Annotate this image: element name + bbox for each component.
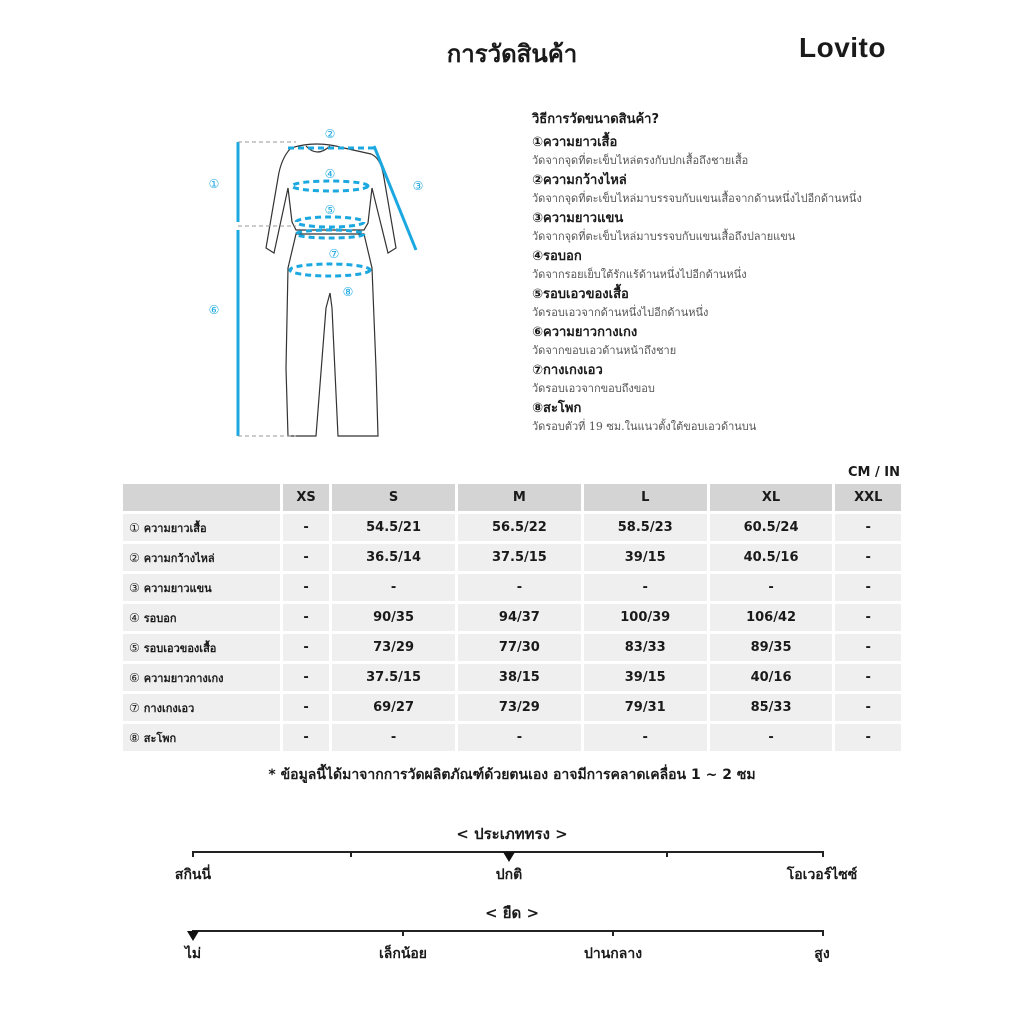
table-cell: 69/27: [332, 694, 455, 721]
table-cell: 77/30: [458, 634, 581, 661]
label-2: ②: [324, 127, 336, 141]
row-label: [123, 514, 280, 541]
row-label-text: รอบอก: [143, 611, 177, 625]
guide-item-desc: วัดรอบเอวจากด้านหนึ่งไปอีกด้านหนึ่ง: [532, 306, 709, 319]
table-cell: 40.5/16: [710, 544, 833, 571]
fit-tick: [666, 851, 668, 857]
table-row: [123, 664, 901, 691]
fit-tick: [350, 851, 352, 857]
size-header: XL: [710, 484, 833, 511]
label-1: ①: [208, 177, 220, 191]
table-row: [123, 574, 901, 601]
table-cell: 85/33: [710, 694, 833, 721]
guide-item-name: ③ความยาวแขน: [532, 211, 624, 226]
table-cell: -: [584, 574, 707, 601]
guide-item-name: ⑥ความยาวกางเกง: [532, 325, 638, 340]
table-cell: 56.5/22: [458, 514, 581, 541]
table-cell: 89/35: [710, 634, 833, 661]
table-cell: 73/29: [332, 634, 455, 661]
table-cell: -: [835, 604, 901, 631]
table-row: [123, 634, 901, 661]
table-header-row: [123, 484, 901, 511]
table-cell: -: [835, 634, 901, 661]
size-header: XXL: [835, 484, 901, 511]
fit-label-regular: ปกติ: [495, 867, 523, 883]
table-cell: -: [283, 664, 329, 691]
stretch-label-none: ไม่: [184, 946, 202, 962]
table-cell: 36.5/14: [332, 544, 455, 571]
table-cell: -: [283, 634, 329, 661]
table-cell: -: [332, 574, 455, 601]
stretch-tick: [822, 930, 824, 936]
table-cell: -: [835, 724, 901, 751]
table-cell: 37.5/15: [458, 544, 581, 571]
row-number: ③: [129, 580, 140, 595]
row-label: [123, 544, 280, 571]
row-label-text: ความยาวเสื้อ: [143, 521, 207, 535]
row-number: ①: [129, 520, 140, 535]
table-cell: 73/29: [458, 694, 581, 721]
footnote: * ข้อมูลนี้ได้มาจากการวัดผลิตภัณฑ์ด้วยตนเอง อาจมีการคลาดเคลื่อน 1 ~ 2 ซม: [268, 767, 756, 783]
fit-label-skinny: สกินนี่: [174, 867, 212, 883]
row-number: ⑤: [129, 640, 140, 655]
row-label: [123, 634, 280, 661]
table-cell: 39/15: [584, 664, 707, 691]
guide-item-desc: วัดจากขอบเอวด้านหน้าถึงชาย: [532, 344, 677, 357]
guide-item: [532, 361, 992, 397]
size-header: M: [458, 484, 581, 511]
guide-item-name: ⑦กางเกงเอว: [532, 363, 603, 378]
label-8: ⑧: [342, 285, 354, 299]
row-number: ②: [129, 550, 140, 565]
stretch-tick: [402, 930, 404, 936]
fit-label-oversize: โอเวอร์ไซซ์: [786, 867, 858, 883]
row-label: [123, 664, 280, 691]
header-blank: [123, 484, 280, 511]
guide-item-desc: วัดจากจุดที่ตะเข็บไหล่มาบรรจบกับแขนเสื้อจากด้านหนึ่งไปอีกด้านหนึ่ง: [532, 192, 862, 205]
table-cell: 79/31: [584, 694, 707, 721]
guide-item: [532, 247, 992, 283]
table-cell: 54.5/21: [332, 514, 455, 541]
table-cell: -: [283, 604, 329, 631]
table-cell: -: [710, 724, 833, 751]
table-cell: -: [283, 724, 329, 751]
table-cell: -: [835, 574, 901, 601]
table-row: [123, 514, 901, 541]
stretch-tick: [612, 930, 614, 936]
brand-logo: Lovito: [799, 32, 886, 63]
table-cell: 83/33: [584, 634, 707, 661]
guide-item-desc: วัดจากจุดที่ตะเข็บไหล่ตรงกับปกเสื้อถึงชายเสื้อ: [532, 154, 749, 167]
table-cell: 39/15: [584, 544, 707, 571]
row-label: [123, 574, 280, 601]
table-cell: 38/15: [458, 664, 581, 691]
table-cell: 106/42: [710, 604, 833, 631]
label-6: ⑥: [208, 303, 220, 317]
table-cell: 90/35: [332, 604, 455, 631]
table-cell: 58.5/23: [584, 514, 707, 541]
row-number: ④: [129, 610, 140, 625]
guide-item-name: ⑧สะโพก: [532, 401, 582, 416]
stretch-marker-icon: [187, 931, 199, 941]
row-label-text: กางเกงเอว: [143, 701, 195, 715]
fit-marker-icon: [503, 852, 515, 862]
table-cell: -: [835, 664, 901, 691]
size-table: [120, 481, 904, 754]
guide-item: [532, 209, 992, 245]
row-number: ⑦: [129, 700, 140, 715]
stretch-label-high: สูง: [814, 946, 830, 962]
guide-item-name: ④รอบอก: [532, 249, 582, 264]
guide-item: [532, 285, 992, 321]
guide-item-name: ②ความกว้างไหล่: [532, 173, 627, 188]
row-label: [123, 694, 280, 721]
table-row: [123, 694, 901, 721]
unit-label: CM / IN: [848, 465, 900, 480]
label-7: ⑦: [328, 247, 340, 261]
table-cell: 100/39: [584, 604, 707, 631]
table-row: [123, 604, 901, 631]
row-label-text: ความยาวแขน: [143, 581, 212, 595]
guide-item-desc: วัดรอบเอวจากขอบถึงขอบ: [532, 382, 655, 395]
table-cell: -: [584, 724, 707, 751]
table-cell: 60.5/24: [710, 514, 833, 541]
size-header: S: [332, 484, 455, 511]
row-label: [123, 724, 280, 751]
table-cell: 37.5/15: [332, 664, 455, 691]
stretch-scale-line: [192, 930, 824, 932]
table-cell: -: [332, 724, 455, 751]
guide-item: [532, 171, 992, 207]
label-5: ⑤: [324, 203, 336, 217]
stretch-scale-title: < ยืด >: [484, 904, 540, 922]
guide-item: [532, 399, 992, 435]
table-cell: -: [283, 694, 329, 721]
page-title: การวัดสินค้า: [446, 40, 578, 68]
table-cell: -: [283, 544, 329, 571]
label-3: ③: [412, 179, 424, 193]
stretch-label-slight: เล็กน้อย: [378, 946, 428, 962]
row-number: ⑧: [129, 730, 140, 745]
table-cell: -: [458, 574, 581, 601]
row-label-text: ความยาวกางเกง: [143, 671, 224, 685]
label-4: ④: [324, 167, 336, 181]
guide-title: วิธีการวัดขนาดสินค้า?: [532, 112, 660, 127]
stretch-label-medium: ปานกลาง: [583, 946, 643, 962]
table-cell: -: [835, 694, 901, 721]
guide-item-name: ⑤รอบเอวของเสื้อ: [532, 287, 629, 302]
fit-tick: [822, 851, 824, 857]
table-row: [123, 544, 901, 571]
size-header: L: [584, 484, 707, 511]
guide-item-desc: วัดจากรอยเย็บใต้รักแร้ด้านหนึ่งไปอีกด้านหนึ่ง: [532, 268, 747, 281]
table-cell: 94/37: [458, 604, 581, 631]
table-row: [123, 724, 901, 751]
table-cell: -: [283, 514, 329, 541]
guide-item-desc: วัดรอบตัวที่ 19 ซม.ในแนวตั้งใต้ขอบเอวด้านบน: [532, 420, 757, 433]
guide-item-desc: วัดจากจุดที่ตะเข็บไหล่มาบรรจบกับแขนเสื้อถึงปลายแขน: [532, 230, 796, 243]
guide-item-name: ①ความยาวเสื้อ: [532, 135, 618, 150]
row-number: ⑥: [129, 670, 140, 685]
jumpsuit-illustration: [196, 118, 436, 448]
row-label-text: รอบเอวของเสื้อ: [143, 641, 217, 655]
garment-diagram: [196, 118, 436, 448]
row-label-text: ความกว้างไหล่: [143, 551, 215, 565]
measurement-guide: [532, 108, 992, 437]
table-cell: -: [458, 724, 581, 751]
table-cell: -: [835, 514, 901, 541]
guide-item: [532, 323, 992, 359]
table-cell: -: [710, 574, 833, 601]
fit-scale-title: < ประเภททรง >: [456, 825, 568, 843]
size-header: XS: [283, 484, 329, 511]
fit-tick: [192, 851, 194, 857]
table-cell: 40/16: [710, 664, 833, 691]
guide-item: [532, 133, 992, 169]
row-label: [123, 604, 280, 631]
table-cell: -: [835, 544, 901, 571]
row-label-text: สะโพก: [143, 731, 177, 745]
table-cell: -: [283, 574, 329, 601]
